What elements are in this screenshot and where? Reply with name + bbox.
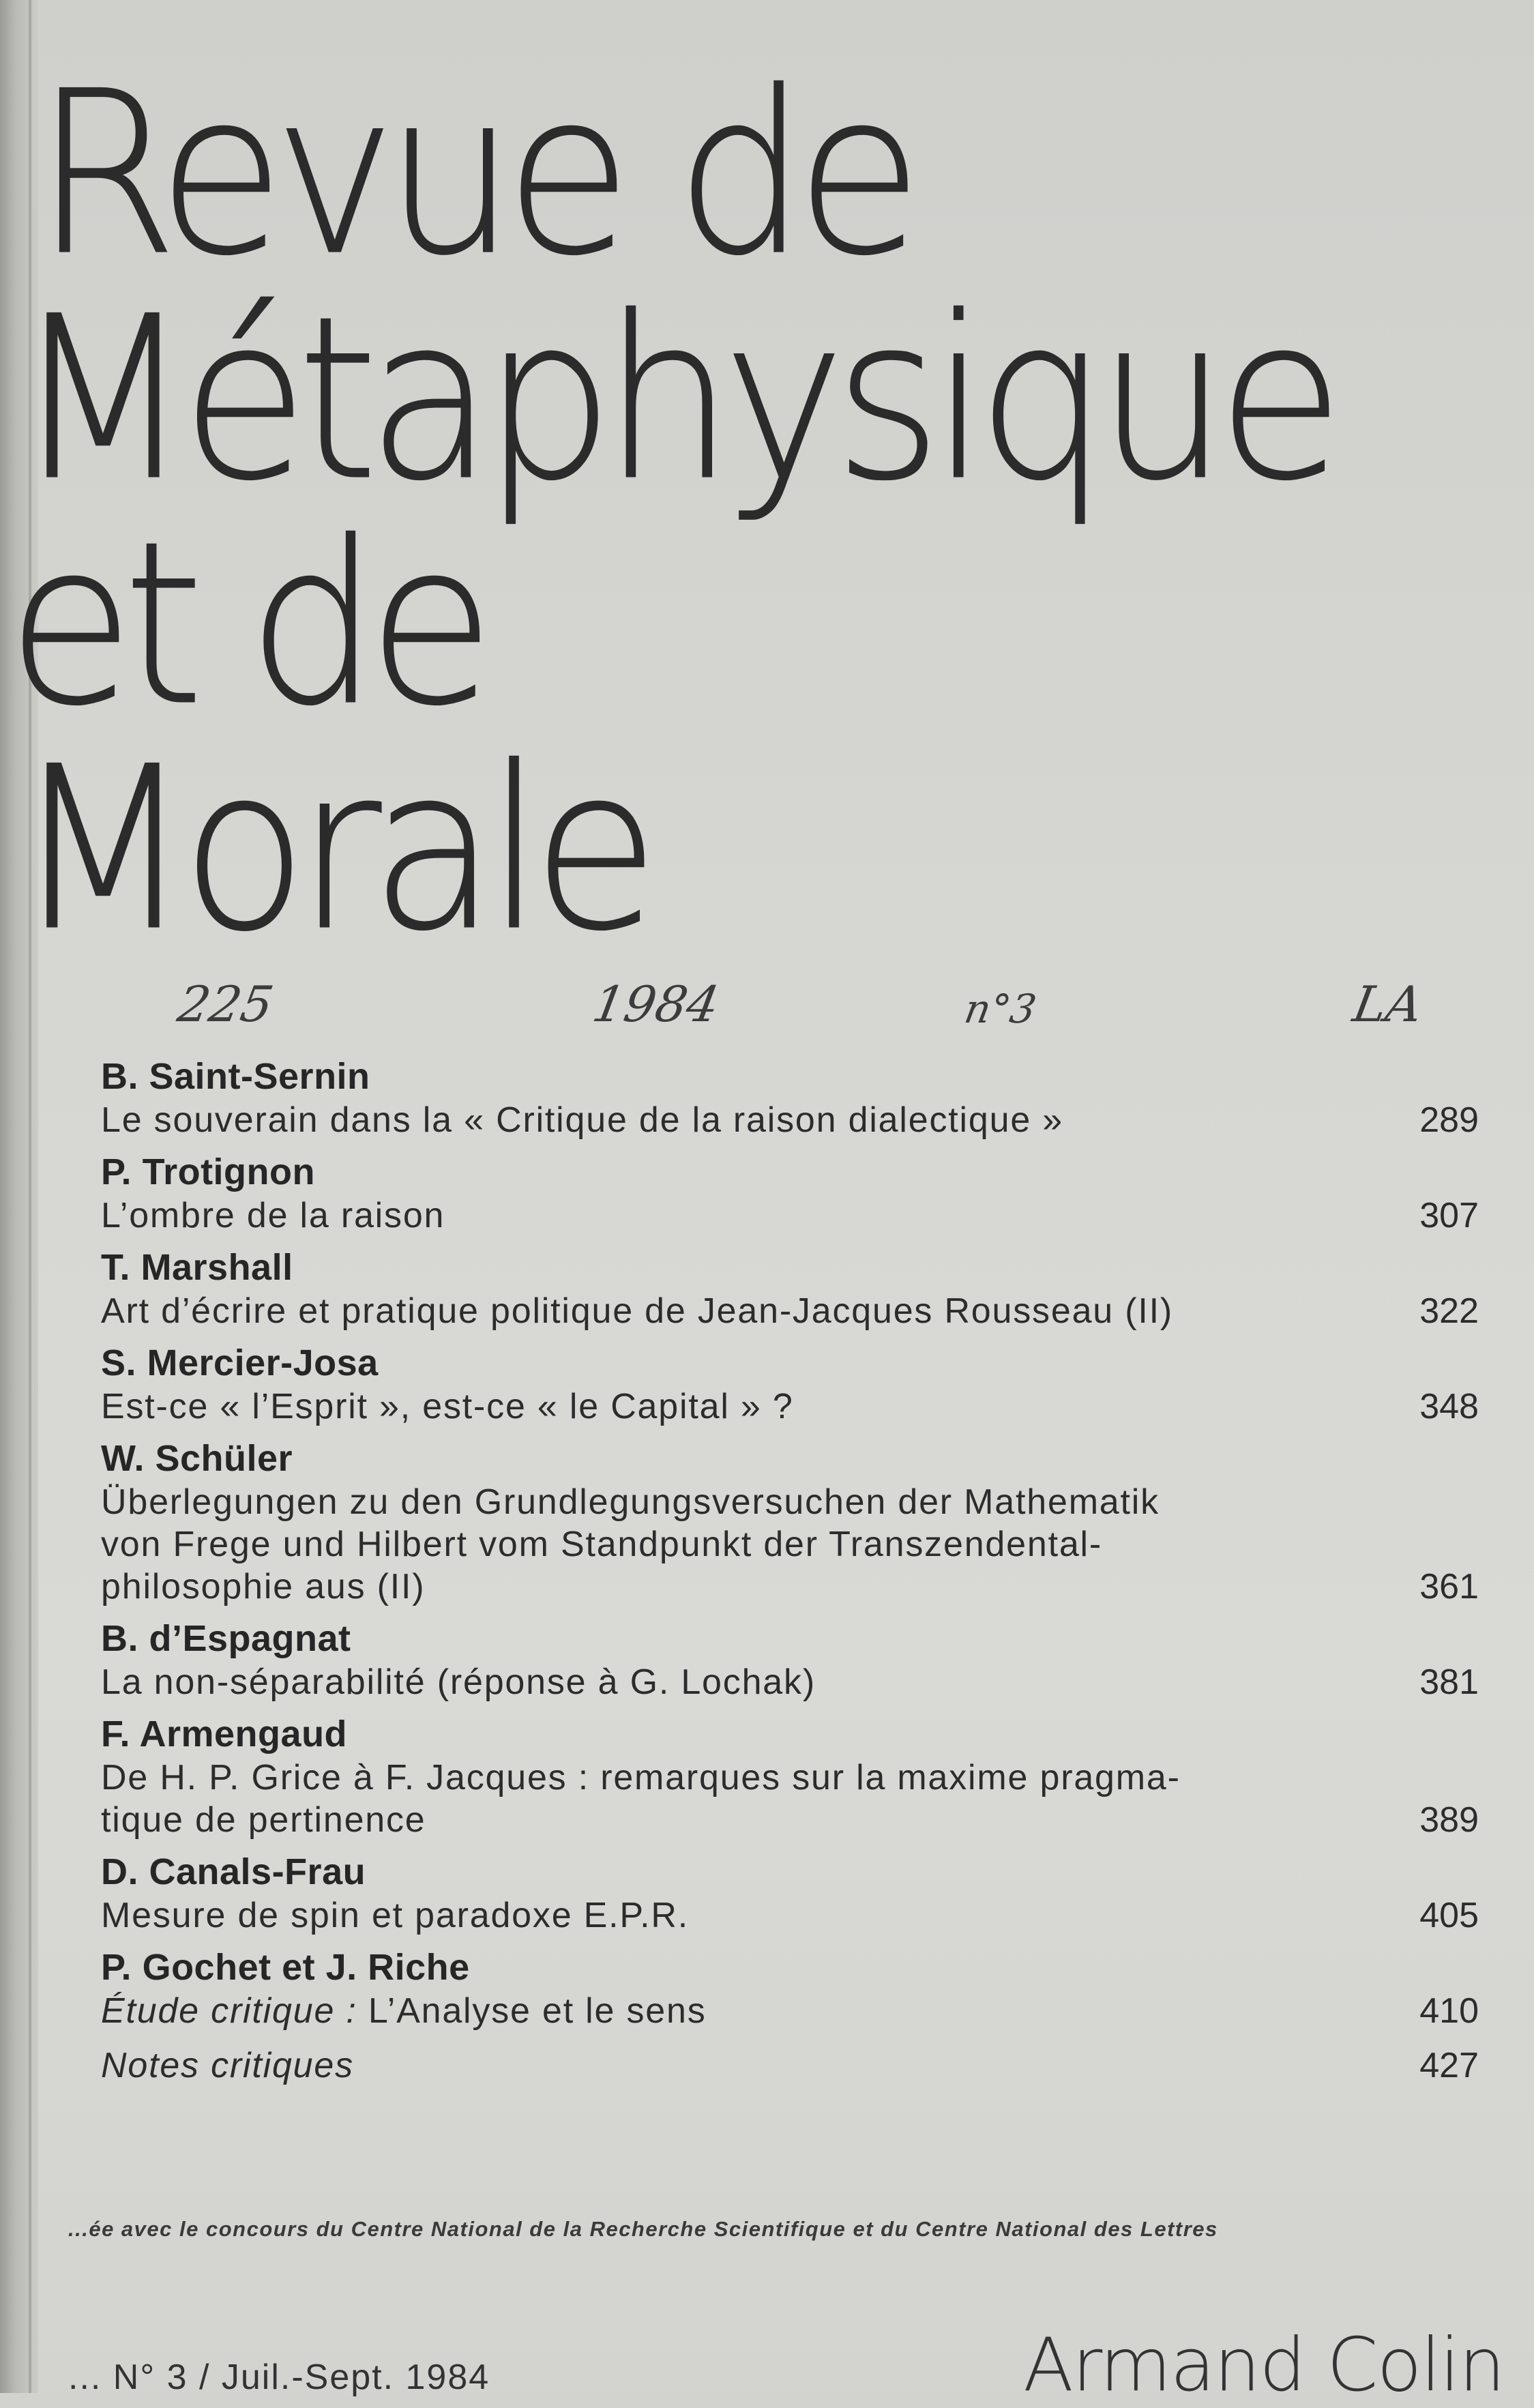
toc-entry bbox=[101, 1849, 1479, 1937]
toc-entry bbox=[101, 1149, 1479, 1237]
toc-title: L’ombre de la raison bbox=[101, 1196, 445, 1235]
toc-notes-entry bbox=[101, 2044, 1479, 2087]
toc-title-line: tique de pertinence bbox=[101, 1800, 426, 1840]
issue-info: ... N° 3 / Juil.-Sept. 1984 bbox=[68, 2358, 490, 2397]
toc-page: 389 bbox=[1419, 1800, 1479, 1840]
toc-title-line: von Frege und Hilbert vom Standpunkt der Transzendental- bbox=[101, 1525, 1103, 1564]
toc-page: 405 bbox=[1419, 1896, 1479, 1935]
toc-title: Mesure de spin et paradoxe E.P.R. bbox=[101, 1896, 690, 1935]
toc-page: 410 bbox=[1419, 1991, 1479, 2031]
handwritten-year: 1984 bbox=[588, 975, 724, 1033]
toc-entry bbox=[101, 1436, 1479, 1608]
support-note: ...ée avec le concours du Centre National de la Recherche Scientifique et du Centre National des Lettres bbox=[68, 2217, 1218, 2241]
toc-title: La non-séparabilité (réponse à G. Lochak) bbox=[101, 1662, 816, 1702]
title-line-1: Revue de bbox=[34, 43, 912, 305]
toc-title-line: Überlegungen zu den Grundlegungsversuchen der Mathematik bbox=[101, 1482, 1160, 1522]
toc-author: B. d’Espagnat bbox=[101, 1618, 351, 1659]
toc-author: D. Canals-Frau bbox=[101, 1851, 366, 1892]
handwritten-mark: LA bbox=[1348, 975, 1428, 1033]
toc-title-italic: Étude critique : bbox=[101, 1991, 357, 2031]
toc-title: Le souverain dans la « Critique de la raison dialectique » bbox=[101, 1100, 1064, 1140]
toc-entry bbox=[101, 1616, 1479, 1703]
handwritten-issue: n°3 bbox=[961, 986, 1040, 1032]
toc-entry bbox=[101, 1945, 1479, 2032]
notes-label: Notes critiques bbox=[101, 2046, 354, 2085]
toc-entry bbox=[101, 1054, 1479, 1141]
title-line-2: Métaphysique bbox=[14, 268, 1333, 530]
toc-author: B. Saint-Sernin bbox=[101, 1056, 370, 1097]
toc-page: 361 bbox=[1419, 1567, 1479, 1606]
toc-author: P. Trotignon bbox=[101, 1151, 315, 1192]
toc-title-line: De H. P. Grice à F. Jacques : remarques sur la maxime pragma- bbox=[101, 1758, 1181, 1797]
toc-title: Art d’écrire et pratique politique de Jean-Jacques Rousseau (II) bbox=[101, 1291, 1173, 1331]
toc-author: T. Marshall bbox=[101, 1247, 293, 1288]
toc-page: 307 bbox=[1419, 1196, 1479, 1235]
toc-title bbox=[101, 1990, 1329, 2032]
toc-page: 348 bbox=[1419, 1387, 1479, 1426]
toc-page: 322 bbox=[1419, 1291, 1479, 1331]
table-of-contents bbox=[101, 1054, 1479, 2095]
handwritten-number: 225 bbox=[173, 975, 278, 1033]
toc-title: Est-ce « l’Esprit », est-ce « le Capital » ? bbox=[101, 1387, 794, 1426]
toc-page: 381 bbox=[1419, 1662, 1479, 1702]
toc-author: W. Schüler bbox=[101, 1438, 293, 1479]
title-line-3: et de bbox=[7, 493, 484, 755]
publisher-name: Armand Colin bbox=[1023, 2323, 1505, 2408]
toc-page: 289 bbox=[1419, 1100, 1479, 1140]
toc-entry bbox=[101, 1340, 1479, 1428]
notes-page: 427 bbox=[1419, 2046, 1479, 2085]
toc-author: P. Gochet et J. Riche bbox=[101, 1947, 470, 1988]
toc-title-main: L’Analyse et le sens bbox=[368, 1991, 707, 2031]
toc-author: S. Mercier-Josa bbox=[101, 1342, 379, 1383]
toc-author: F. Armengaud bbox=[101, 1714, 348, 1754]
toc-entry bbox=[101, 1712, 1479, 1841]
toc-entry bbox=[101, 1245, 1479, 1332]
title-line-4: Morale bbox=[14, 718, 649, 980]
toc-title-line: philosophie aus (II) bbox=[101, 1567, 426, 1606]
